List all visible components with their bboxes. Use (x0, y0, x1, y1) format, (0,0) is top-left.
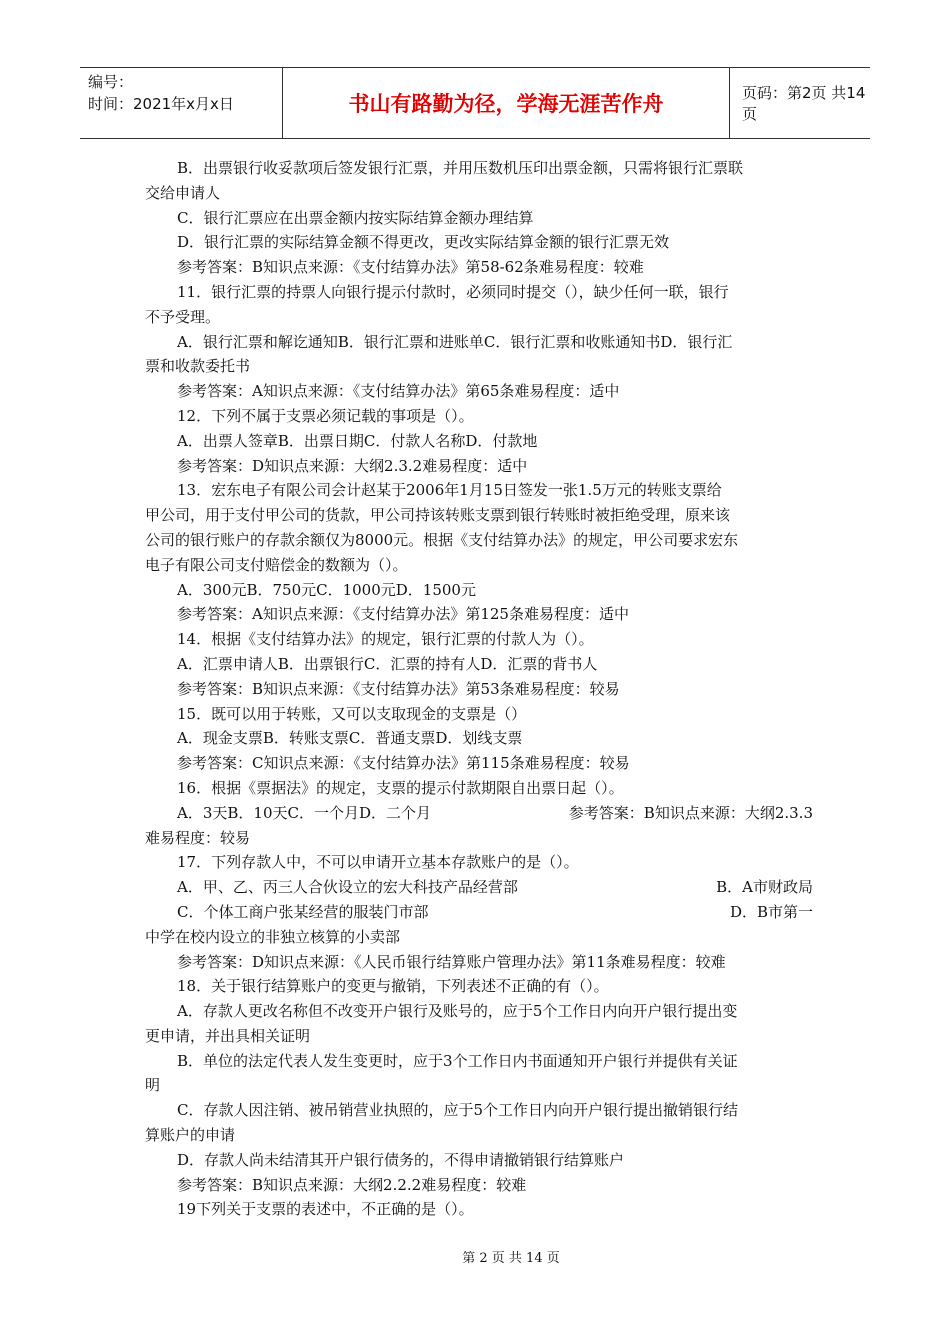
text-line: D．银行汇票的实际结算金额不得更改，更改实际结算金额的银行汇票无效 (177, 233, 670, 252)
text-line: 14．根据《支付结算办法》的规定，银行汇票的付款人为（）。 (177, 630, 594, 649)
text-line-right: B．A市财政局 (716, 878, 813, 897)
text-line: A．现金支票B．转账支票C．普通支票D．划线支票 (177, 729, 523, 748)
text-line: 更申请，并出具相关证明 (145, 1026, 311, 1045)
text-line: 电子有限公司支付赔偿金的数额为（）。 (145, 555, 408, 574)
text-line: B．出票银行收妥款项后签发银行汇票，并用压数机压印出票金额，只需将银行汇票联 (177, 159, 744, 177)
header-page-info: 页码：第2页 共14页 (742, 84, 866, 123)
text-line: 算账户的申请 (145, 1126, 236, 1145)
text-line: A．汇票申请人B．出票银行C．汇票的持有人D．汇票的背书人 (177, 654, 598, 673)
page-footer: 第 2 页 共 14 页 (462, 1251, 560, 1266)
text-line (145, 875, 813, 900)
text-line: 参考答案：D知识点来源：《人民币银行结算账户管理办法》第11条难易程度：较难 (177, 952, 726, 971)
text-line: B．单位的法定代表人发生变更时，应于3个工作日内书面通知开户银行并提供有关证 (177, 1051, 738, 1070)
text-line: 参考答案：B知识点来源：《支付结算办法》第53条难易程度：较易 (177, 679, 620, 698)
text-line: 19下列关于支票的表述中，不正确的是（）。 (177, 1200, 474, 1219)
text-line: 13．宏东电子有限公司会计赵某于2006年1月15日签发一张1.5万元的转账支票给 (177, 481, 722, 500)
text-line: 参考答案：A知识点来源：《支付结算办法》第125条难易程度：适中 (177, 605, 629, 624)
text-line-left: A．3天B．10天C．一个月D．二个月 (177, 803, 431, 822)
text-line: 中学在校内设立的非独立核算的小卖部 (145, 927, 401, 946)
text-line: D．存款人尚未结清其开户银行债务的，不得申请撤销银行结算账户 (177, 1150, 625, 1169)
text-line-right: D．B市第一 (729, 902, 813, 921)
text-line: 参考答案：A知识点来源：《支付结算办法》第65条难易程度：适中 (177, 382, 620, 401)
text-line (145, 900, 813, 925)
text-line (145, 801, 813, 826)
text-line: C．银行汇票应在出票金额内按实际结算金额办理结算 (177, 208, 534, 227)
text-line: A．出票人签章B．出票日期C．付款人名称D．付款地 (177, 431, 538, 450)
text-line: 公司的银行账户的存款余额仅为8000元。根据《支付结算办法》的规定，甲公司要求宏东 (145, 530, 739, 549)
text-line: C．存款人因注销、被吊销营业执照的，应于5个工作日内向开户银行提出撤销银行结 (177, 1101, 739, 1120)
document-number-label: 编号： (88, 73, 134, 91)
text-line: 参考答案：B知识点来源：《支付结算办法》第58-62条难易程度：较难 (177, 258, 644, 277)
text-line: A．存款人更改名称但不改变开户银行及账号的，应于5个工作日内向开户银行提出变 (177, 1002, 738, 1021)
text-line-left: C．个体工商户张某经营的服装门市部 (177, 902, 429, 921)
text-line: A．银行汇票和解讫通知B．银行汇票和进账单C．银行汇票和收账通知书D．银行汇 (177, 332, 733, 351)
page-header (80, 67, 870, 139)
text-line: 参考答案：C知识点来源：《支付结算办法》第115条难易程度：较易 (177, 754, 630, 773)
text-line: 12．下列不属于支票必须记载的事项是（）。 (177, 406, 474, 425)
text-line: 甲公司，用于支付甲公司的货款，甲公司持该转账支票到银行转账时被拒绝受理，原来该 (145, 506, 731, 525)
text-line: 交给申请人 (145, 183, 221, 202)
header-meta (80, 68, 282, 138)
text-line: A．300元B．750元C．1000元D．1500元 (177, 580, 476, 599)
text-line: 难易程度：较易 (145, 828, 251, 847)
text-line: 票和收款委托书 (145, 357, 251, 376)
text-line-right: 参考答案：B知识点来源：大纲2.3.3 (568, 803, 813, 822)
document-date: 时间：2021年x月x日 (88, 95, 234, 113)
text-line: 参考答案：D知识点来源：大纲2.3.2难易程度：适中 (177, 456, 528, 475)
header-motto: 书山有路勤为径，学海无涯苦作舟 (282, 68, 730, 138)
text-line: 明 (145, 1076, 161, 1095)
text-line: 参考答案：B知识点来源：大纲2.2.2难易程度：较难 (177, 1175, 527, 1194)
text-line: 11．银行汇票的持票人向银行提示付款时，必须同时提交（），缺少任何一联，银行 (177, 282, 729, 301)
document-body (145, 156, 813, 1222)
text-line: 17．下列存款人中，不可以申请开立基本存款账户的是（）。 (177, 853, 579, 872)
text-line-left: A．甲、乙、丙三人合伙设立的宏大科技产品经营部 (177, 878, 518, 897)
text-line: 不予受理。 (145, 307, 221, 326)
text-line: 18．关于银行结算账户的变更与撤销，下列表述不正确的有（）。 (177, 977, 609, 996)
text-line: 16．根据《票据法》的规定，支票的提示付款期限自出票日起（）。 (177, 778, 624, 797)
text-line: 15．既可以用于转账，又可以支取现金的支票是（） (177, 704, 527, 723)
